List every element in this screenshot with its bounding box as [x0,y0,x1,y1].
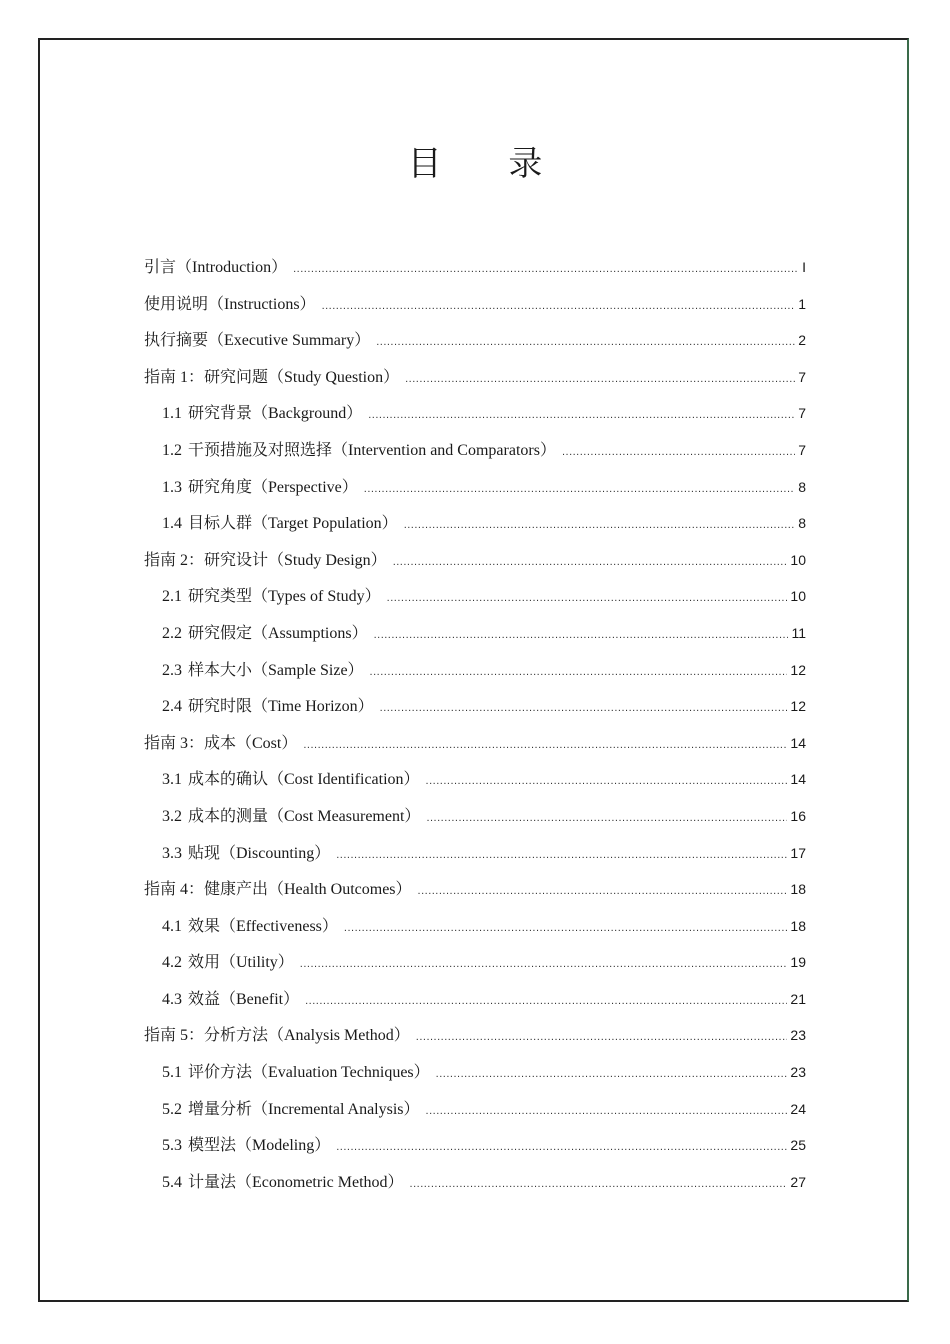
toc-entry[interactable] [144,655,806,692]
toc-entry-title: 成本的确认（Cost Identification） [188,771,420,789]
toc-entry[interactable] [144,1057,806,1094]
table-of-contents [144,252,806,1203]
toc-entry-number: 3.3 [162,844,182,862]
toc-entry-title: 评价方法（Evaluation Techniques） [188,1064,430,1082]
toc-entry-title: 研究时限（Time Horizon） [188,698,374,716]
dot-leader [368,400,795,430]
toc-entry-title: 研究角度（Perspective） [188,478,358,496]
toc-entry-page-number: 2 [798,332,806,349]
dot-leader [303,730,787,760]
toc-entry-title: 贴现（Discounting） [188,844,331,862]
toc-entry-page-number: 1 [798,295,806,312]
toc-entry[interactable] [144,252,806,289]
toc-entry-number: 5.1 [162,1064,182,1082]
toc-entry-number: 3.1 [162,771,182,789]
toc-entry-title: 研究背景（Background） [188,405,363,423]
toc-entry-page-number: 27 [790,1173,806,1190]
toc-entry-title: 指南 2：研究设计（Study Design） [144,551,387,569]
dot-leader [364,474,795,504]
toc-entry[interactable] [144,911,806,948]
toc-entry-title: 研究类型（Types of Study） [188,588,381,606]
toc-entry-page-number: 21 [790,990,806,1007]
toc-entry-title: 使用说明（Instructions） [144,295,316,313]
dot-leader [387,583,788,613]
page-title: 目 录 [407,144,571,184]
toc-entry[interactable] [144,435,806,472]
dot-leader [410,1169,788,1199]
toc-entry[interactable] [144,874,806,911]
toc-entry-number: 5.4 [162,1173,182,1191]
toc-entry-number: 1.1 [162,405,182,423]
toc-entry-page-number: 23 [790,1064,806,1081]
toc-entry-title: 目标人群（Target Population） [188,515,398,533]
toc-entry-title: 指南 3：成本（Cost） [144,734,298,752]
dot-leader [305,986,787,1016]
dot-leader [322,291,796,321]
toc-entry-title: 指南 4：健康产出（Health Outcomes） [144,881,412,899]
toc-entry-number: 1.2 [162,441,182,459]
toc-entry[interactable] [144,801,806,838]
dot-leader [293,254,799,284]
toc-entry[interactable] [144,838,806,875]
toc-entry-title: 效果（Effectiveness） [188,917,338,935]
dot-leader [374,620,789,650]
dot-leader [336,840,787,870]
toc-entry-number: 4.2 [162,954,182,972]
dot-leader [393,547,788,577]
dot-leader [370,657,788,687]
toc-entry-page-number: 24 [790,1100,806,1117]
toc-entry-number: 4.1 [162,917,182,935]
toc-entry-title: 样本大小（Sample Size） [188,661,364,679]
dot-leader [336,1132,787,1162]
dot-leader [426,766,788,796]
toc-entry-number: 2.3 [162,661,182,679]
toc-entry-title: 效用（Utility） [188,954,294,972]
toc-entry-page-number: 14 [790,734,806,751]
toc-entry[interactable] [144,472,806,509]
toc-entry-page-number: 17 [790,844,806,861]
toc-entry-number: 2.2 [162,624,182,642]
toc-entry-page-number: 16 [790,807,806,824]
toc-entry-page-number: 18 [790,881,806,898]
toc-entry[interactable] [144,398,806,435]
toc-entry-title: 引言（Introduction） [144,259,288,276]
toc-entry-page-number: 8 [798,478,806,495]
toc-entry[interactable] [144,362,806,399]
dot-leader [404,510,796,540]
toc-entry[interactable] [144,1020,806,1057]
toc-entry[interactable] [144,1130,806,1167]
toc-entry-number: 1.4 [162,515,182,533]
toc-entry-title: 干预措施及对照选择（Intervention and Comparators） [188,441,556,459]
toc-entry-page-number: 25 [790,1137,806,1154]
toc-entry-title: 增量分析（Incremental Analysis） [188,1100,420,1118]
toc-entry-title: 研究假定（Assumptions） [188,624,368,642]
toc-entry-page-number: 10 [790,588,806,605]
dot-leader [562,437,795,467]
dot-leader [426,1096,788,1126]
toc-entry-number: 4.3 [162,990,182,1008]
toc-entry-page-number: 23 [790,1027,806,1044]
toc-entry-page-number: 19 [790,954,806,971]
toc-entry-number: 1.3 [162,478,182,496]
toc-entry-number: 3.2 [162,807,182,825]
toc-entry-page-number: 12 [790,698,806,715]
toc-entry[interactable] [144,691,806,728]
toc-entry[interactable] [144,325,806,362]
toc-entry[interactable] [144,545,806,582]
toc-entry-title: 计量法（Econometric Method） [188,1173,404,1191]
toc-entry[interactable] [144,581,806,618]
toc-entry-page-number: 10 [790,551,806,568]
toc-entry[interactable] [144,728,806,765]
toc-entry-page-number: 12 [790,661,806,678]
toc-entry[interactable] [144,947,806,984]
toc-entry-page-number: 8 [798,515,806,532]
toc-entry[interactable] [144,984,806,1021]
toc-entry[interactable] [144,764,806,801]
toc-entry[interactable] [144,618,806,655]
toc-entry-page-number: 18 [790,917,806,934]
dot-leader [380,693,788,723]
dot-leader [436,1059,788,1089]
dot-leader [416,1022,788,1052]
dot-leader [405,364,795,394]
toc-entry-page-number: 11 [791,624,806,641]
dot-leader [376,327,795,357]
toc-entry-page-number: 7 [798,441,806,458]
toc-entry-title: 执行摘要（Executive Summary） [144,332,371,350]
toc-entry-number: 2.4 [162,698,182,716]
toc-entry[interactable] [144,1167,806,1204]
toc-entry[interactable] [144,508,806,545]
toc-entry-page-number: 7 [798,368,806,385]
dot-leader [426,803,787,833]
toc-entry-page-number: 14 [790,771,806,788]
toc-entry-title: 指南 5：分析方法（Analysis Method） [144,1027,410,1045]
toc-entry-title: 成本的测量（Cost Measurement） [188,807,421,825]
toc-entry[interactable] [144,289,806,326]
toc-entry[interactable] [144,1094,806,1131]
toc-entry-title: 指南 1：研究问题（Study Question） [144,368,400,386]
toc-entry-title: 效益（Benefit） [188,990,300,1008]
toc-entry-number: 5.3 [162,1137,182,1155]
toc-entry-page-number: 7 [798,405,806,422]
toc-entry-number: 2.1 [162,588,182,606]
dot-leader [344,913,788,943]
toc-entry-number: 5.2 [162,1100,182,1118]
dot-leader [418,876,788,906]
toc-entry-page-number: I [802,259,806,275]
dot-leader [300,949,788,979]
toc-entry-title: 模型法（Modeling） [188,1137,331,1155]
